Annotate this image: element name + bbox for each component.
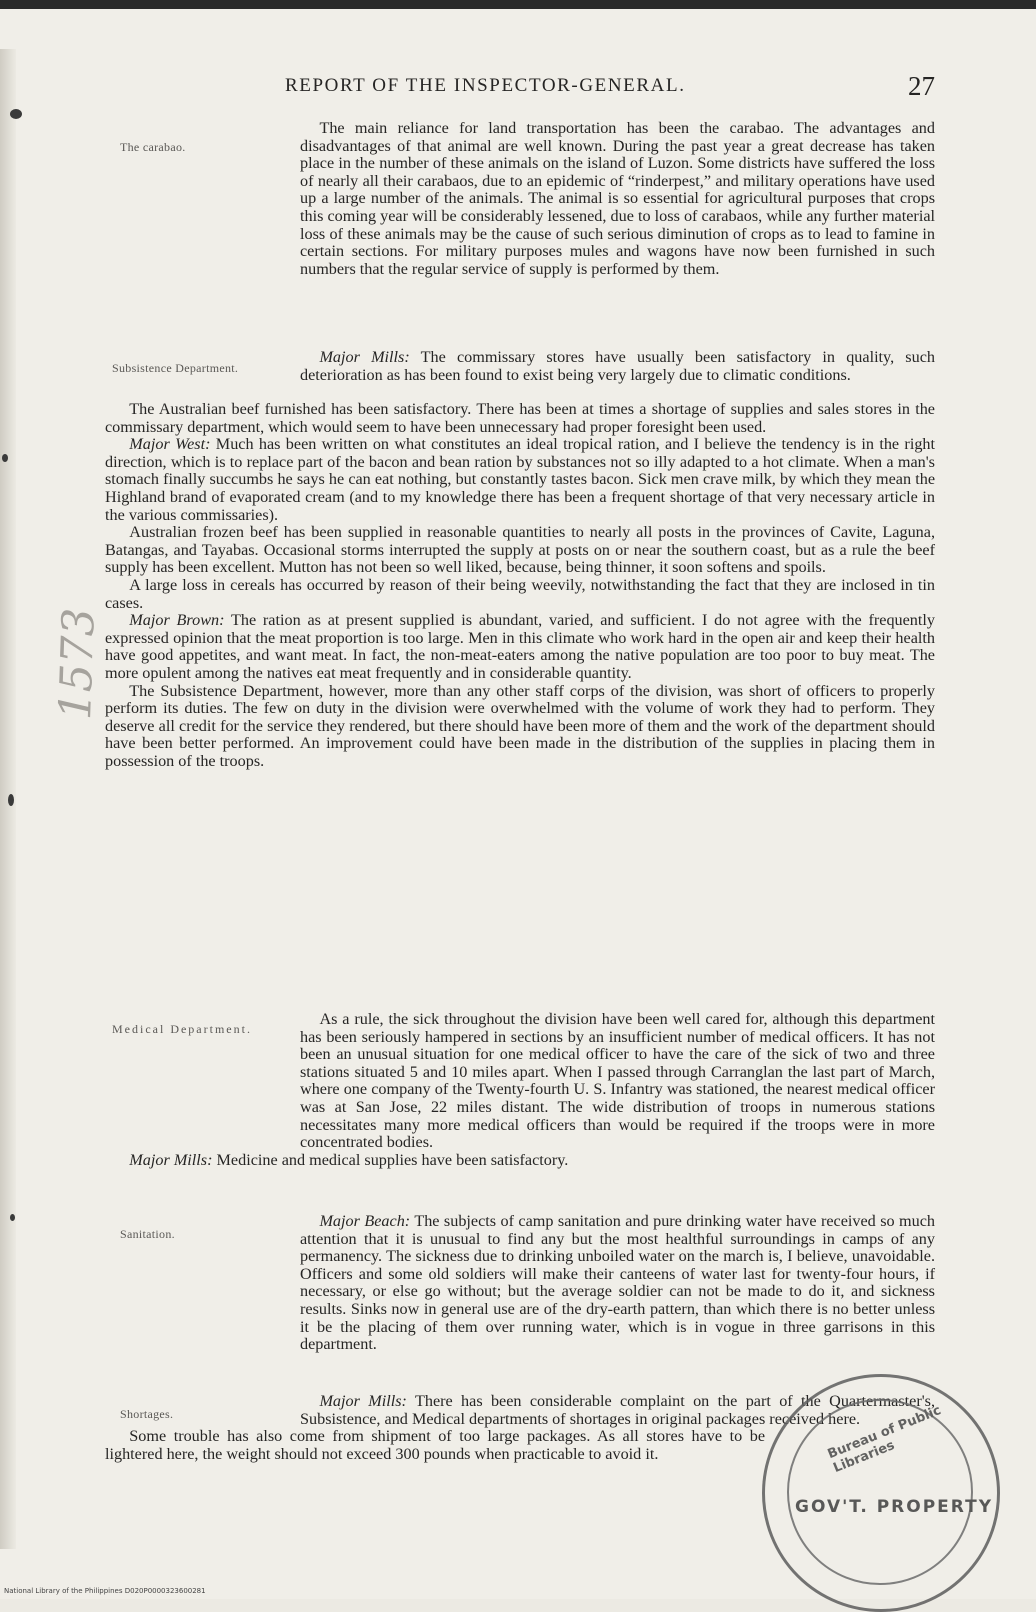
paragraph-text: Major Mills: There has been considerable complaint on the part of the Quartermaster's, Subsistence, and Medical departments of shortages in original packages received here. [300,1392,935,1428]
paragraph-text: Some trouble has also come from shipment of too large packages. As all stores have to be lightered here, the weight should not exceed 300 pounds when practicable to avoid it. [105,1427,765,1463]
paragraph-text: Major Mills: The commissary stores have usually been satisfactory in quality, such deterioration as has been found to exist being very largely due to climatic conditions. [300,348,935,384]
paragraph-text: A large loss in cereals has occurred by reason of their being weevily, notwithstanding the fact that they are inclosed in tin cases. [105,575,935,612]
ink-spot [8,794,14,806]
paragraph-text: As a rule, the sick throughout the division have been well cared for, although this department has been seriously hampered in sections by an insufficient number of medical officers. It has not been an unusual situation for one medical officer to have the care of the sick of two and three stations situated 5 and 10 miles apart. When I passed through Carranglan the last part of March, where one company of the Twenty-fourth U. S. Infantry was stationed, the nearest medical officer was at San Jose, 22 miles distant. The wide distribution of troops in numerous stations necessitates many more medical officers than would be required if the troops were in more concentrated bodies. [300,1010,935,1152]
paragraph-subsistence-mills [300,349,935,384]
speaker-name: Major Brown: [129,611,225,630]
stamp-arc-text: Bureau of Public Libraries [825,1403,944,1477]
ink-spot [10,109,22,119]
paragraph-carabao [105,120,935,278]
speaker-name: Major Beach: [319,1212,411,1230]
margin-note-sanitation: Sanitation. [120,1227,175,1241]
document-page [0,9,1036,1599]
ink-spot [2,454,8,462]
paragraph-text: Major Beach: The subjects of camp sanitation and pure drinking water have received so much attention that it is unusual to find any but the most healthful surroundings in camps of any permanency. The sickness due to drinking unboiled water on the march is, I believe, unavoidable. Officers and some old soldiers will make their canteens of water last for twenty-four hours, if necessary, or else go without; but the average soldier can not be made to do it, and sickness results. Sinks now in general use are of the dry-earth pattern, than which there is no better unless it be the placing of them over running water, which is in vogue in three garrisons in this department. [300,1212,935,1354]
paragraph-text: The Subsistence Department, however, more than any other staff corps of the division, was short of officers to properly perform its duties. The few on duty in the division were overwhelmed with the volume of work they had to perform. They deserve all credit for the service they rendered, but there should have been more of them and the work of the department should have been better performed. An improvement could have been made in the distribution of the supplies in placing them in possession of the troops. [105,681,935,770]
paragraph-text: Major Mills: Medicine and medical supplies have been satisfactory. [129,1150,569,1169]
margin-note-carabao: The carabao. [120,140,186,154]
paragraph-text: The Australian beef furnished has been satisfactory. There has been at times a shortage of supplies and sales stores in the commissary department, which would seem to have been unnecessary had proper foresight been used. [105,400,935,436]
library-stamp [762,1374,1000,1612]
scan-credit: National Library of the Philippines D020P0000323600281 [4,1587,206,1595]
speaker-name: Major Mills: [319,348,410,366]
paragraph-block-subsistence [105,401,935,770]
paragraph-text: Major Brown: The ration as at present supplied is abundant, varied, and sufficient. I do not agree with the frequently expressed opinion that the meat proportion is too large. Men in this climate who work hard in the open air and keep their health have good appetites, and want meat. In fact, the non-meat-eaters among the native population are too poor to buy meat. The more opulent among the natives eat meat frequently and in considerable quantity. [105,611,935,682]
speaker-name: Major Mills: [319,1392,407,1410]
paragraph-medical [105,1011,935,1169]
scanner-top-band [0,0,1036,9]
page-header [105,71,935,105]
paragraph-text: The main reliance for land transportation has been the carabao. The advantages and disadvantages of that animal are well known. During the past year a great decrease has taken place in the number of these animals on the island of Luzon. Some districts have suffered the loss of nearly all their carabaos, due to an epidemic of “rinderpest,” and military operations have used up a large number of the animals. The animal is so essential for agricultural purposes that crops this coming year will be considerably lessened, due to loss of carabaos, while any further material loss of these animals may be the cause of such serious diminution of crops as to lead to famine in certain sections. For military purposes mules and wagons have now been furnished in such numbers that the regular service of supply is performed by them. [300,119,935,278]
paragraph-sanitation [105,1213,935,1354]
speaker-name: Major Mills: [129,1150,213,1169]
running-head: REPORT OF THE INSPECTOR-GENERAL. [285,75,686,96]
margin-note-subsistence: Subsistence Department. [112,361,239,375]
margin-note-shortages: Shortages. [120,1407,174,1421]
paragraph-text: Australian frozen beef has been supplied in reasonable quantities to nearly all posts in the provinces of Cavite, Laguna, Batangas, and Tayabas. Occasional storms interrupted the supply at posts on or near the southern coast, but as a rule the beef supply has been excellent. Mutton has not been so well liked, because, being thinner, it soon softens and spoils. [105,523,935,577]
ink-spot [10,1214,15,1221]
paragraph-text: Major West: Much has been written on what constitutes an ideal tropical ration, and I believe the tendency is in the right direction, which is to replace part of the bacon and bean ration by substances not so illy adapted to a hot climate. When a man's stomach finally succumbs he says he can eat nothing, but constantly tastes bacon. Sick men crave milk, by which they mean the Highland brand of evaporated cream (and to my knowledge there has been a frequent shortage of that very necessary article in the various commissaries). [105,435,935,524]
margin-note-medical: Medical Department. [112,1022,252,1036]
handwritten-annotation: 1573 [50,607,105,721]
stamp-center-text: GOV'T. PROPERTY [795,1497,994,1517]
page-number: 27 [908,71,935,101]
speaker-name: Major West: [129,435,211,454]
